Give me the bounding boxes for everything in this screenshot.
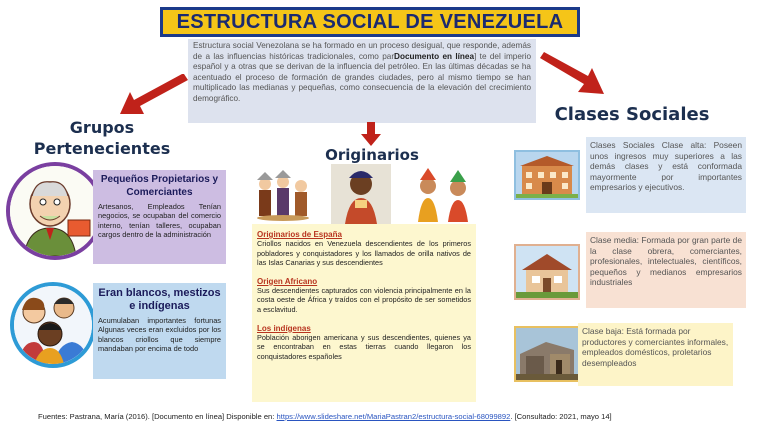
originarios-figures-illustration bbox=[253, 164, 478, 224]
upper-class-building-image bbox=[514, 150, 580, 200]
page-title-box bbox=[160, 7, 580, 37]
panel-blancos-mestizos-title: Eran blancos, mestizos e indígenas bbox=[98, 287, 221, 312]
people-illustration bbox=[10, 282, 96, 368]
origen-espana-title: Originarios de España bbox=[257, 230, 342, 239]
indigenas-title: Los indígenas bbox=[257, 323, 311, 333]
panel-propietarios-title: Pequeños Propietarios y Comerciantes bbox=[100, 174, 219, 198]
panel-blancos-mestizos-text: Acumulaban importantes fortunas Algunas veces eran excluidos por los blancos criollos que siempre mandaban por encima de todo bbox=[98, 316, 221, 353]
footer-prefix: Fuentes: Pastrana, María (2016). [Documento en línea] Disponible en: bbox=[38, 412, 277, 421]
lower-class-shack-image bbox=[514, 326, 580, 382]
clase-alta-box: Clases Sociales Clase alta: Poseen unos ingresos muy superiores a las demás clases y está conformada mayormente por importantes empresarios y ejecutivos. bbox=[586, 137, 746, 213]
intro-paragraph bbox=[188, 39, 536, 123]
merchant-illustration bbox=[6, 162, 104, 260]
intro-text-end: ] te del imperio español y a otras que se derivan de la influencia del petróleo. En las últimas décadas se ha acentuado el proceso de formación de grandes ciudades, pero al mismo tiempo se han multiplicado las medianas y pequeñas, como consecuencia de la elevación del crecimiento demográfico. bbox=[193, 51, 531, 103]
clase-baja-box: Clase baja: Está formada por productores y comerciantes informales, empleados domésticos, proletarios desempleados bbox=[578, 323, 733, 386]
grupos-heading-line2: Pertenecientes bbox=[33, 139, 171, 158]
grupos-heading bbox=[28, 117, 176, 159]
intro-bold: Documento en línea bbox=[394, 51, 475, 61]
origen-africano-text: Sus descendientes capturados con violencia principalmente en la costa oeste de África y traídos con el propósito de ser sometidos a esclavitud. bbox=[257, 285, 471, 314]
panel-propietarios-text: Artesanos, Empleados Tenían negocios, se ocupaban del comercio interno, tenían talleres, ocupaban cargos dentro de la administración bbox=[98, 202, 221, 239]
origen-africano-title: Origen Africano bbox=[257, 276, 318, 286]
origen-espana-text: Criollos nacidos en Venezuela descendientes de los primeros pobladores y conquistadores y los llamados de orilla nativos de las Islas Canarias y sus descendientes bbox=[257, 239, 471, 268]
intro-text-start: Estructura social Venezolana se ha formado en un proceso desigual, que responde, además de a las influencias históricas tradicionales, como par bbox=[193, 41, 531, 61]
footer-source bbox=[38, 412, 758, 421]
originarios-heading: Originarios bbox=[325, 146, 419, 164]
page-title: ESTRUCTURA SOCIAL DE VENEZUELA bbox=[176, 10, 564, 33]
african-woman-figure bbox=[331, 164, 391, 224]
arrow-left-icon bbox=[118, 70, 188, 118]
source-link[interactable]: https://www.slideshare.net/MariaPastran2/estructura-social-68099892 bbox=[276, 412, 511, 421]
panel-propietarios bbox=[93, 170, 226, 264]
originarios-box bbox=[252, 224, 476, 402]
arrow-right-icon bbox=[540, 52, 606, 96]
clases-heading: Clases Sociales bbox=[554, 104, 710, 125]
grupos-heading-line1: Grupos bbox=[69, 118, 135, 137]
panel-blancos-mestizos bbox=[93, 283, 226, 379]
middle-class-house-image bbox=[514, 244, 580, 300]
clase-media-box: Clase media: Formada por gran parte de la clase obrera, comerciantes, profesionales, intelectuales, científicos, pequeños y medianos empresarios industriales bbox=[586, 232, 746, 308]
arrow-down-icon bbox=[361, 122, 381, 146]
indigenas-text: Población aborigen americana y sus descendientes, quienes ya se encontraban en estas tierras cuando llegaron los conquistadores españoles bbox=[257, 332, 471, 361]
footer-suffix: . [Consultado: 2021, mayo 14] bbox=[510, 412, 612, 421]
